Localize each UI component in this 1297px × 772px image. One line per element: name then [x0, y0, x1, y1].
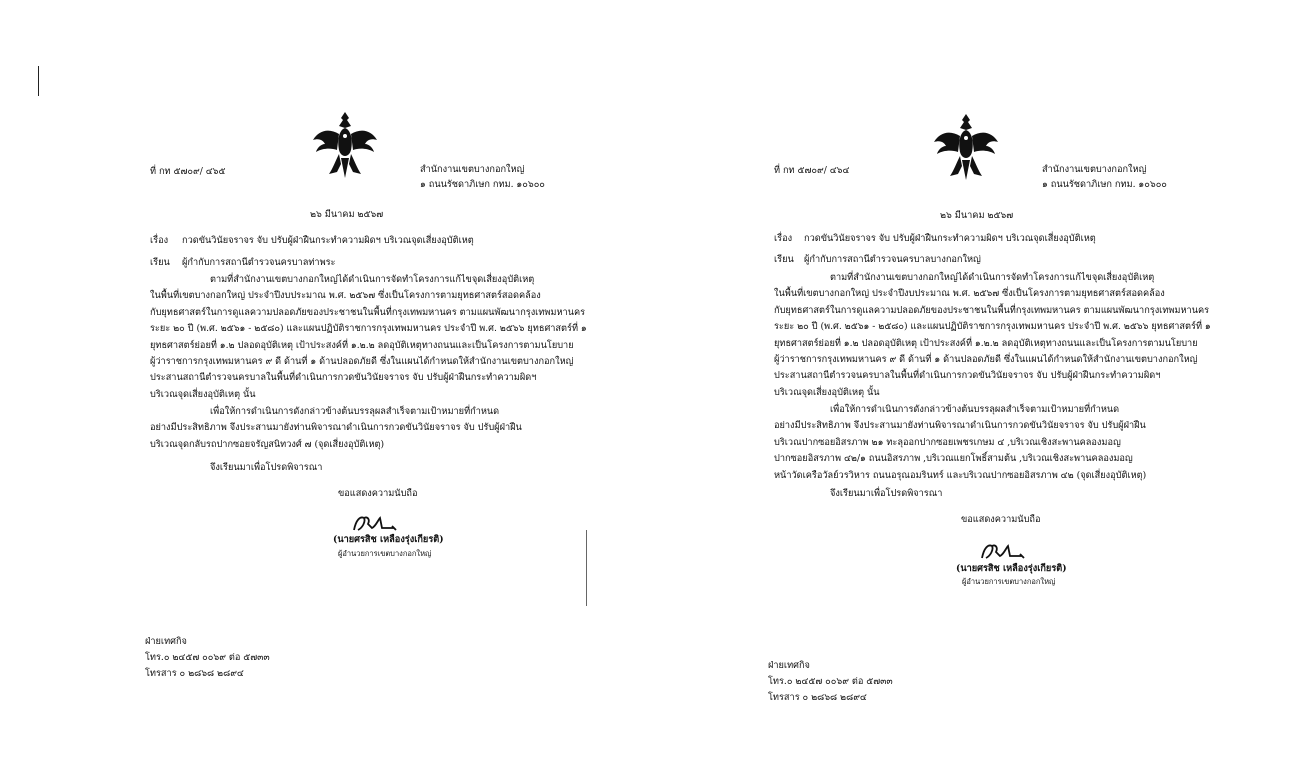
subject-label: เรื่อง: [774, 233, 793, 244]
fax: โทรสาร ๐ ๒๘๖๘ ๒๘๙๔: [145, 668, 244, 679]
signer-title: ผู้อำนวยการเขตบางกอกใหญ่: [962, 577, 1056, 586]
office-address: ๑ ถนนรัชดาภิเษก กทม. ๑๐๖๐๐: [1042, 179, 1167, 190]
body-line: ยุทธศาสตร์ย่อยที่ ๑.๒ ปลอดอุบัติเหตุ เป้าประสงค์ที่ ๑.๒.๒ ลดอุบัติเหตุทางถนนและเป็นโครงการตามนโยบาย: [774, 337, 1198, 349]
body-line: ประสานสถานีตำรวจนครบาลในพื้นที่ดำเนินการกวดขันวินัยจราจร จับ ปรับผู้ฝ่าฝืนกระทำความผิดฯ: [774, 370, 1161, 382]
letter-date: ๒๖ มีนาคม ๒๕๖๗: [310, 209, 384, 220]
body-line: บริเวณจุดเสี่ยงอุบัติเหตุ นั้น: [774, 386, 880, 398]
body-line: ยุทธศาสตร์ย่อยที่ ๑.๒ ปลอดอุบัติเหตุ เป้าประสงค์ที่ ๑.๒.๒ ลดอุบัติเหตุทางถนนและเป็นโครงการตามนโยบาย: [150, 339, 574, 351]
closing-request: จึงเรียนมาเพื่อโปรดพิจารณา: [210, 462, 323, 473]
body-line: ประสานสถานีตำรวจนครบาลในพื้นที่ดำเนินการกวดขันวินัยจราจร จับ ปรับผู้ฝ่าฝืนกระทำความผิดฯ: [150, 372, 537, 384]
body-line: อย่างมีประสิทธิภาพ จึงประสานมายังท่านพิจารณาดำเนินการกวดขันวินัยจราจร จับ ปรับผู้ฝ่าฝืน: [150, 422, 522, 434]
office-name: สำนักงานเขตบางกอกใหญ่: [420, 164, 525, 175]
body-line: บริเวณจุดกลับรถปากซอยจรัญสนิทวงศ์ ๗ (จุดเสี่ยงอุบัติเหตุ): [150, 438, 385, 450]
signer-title: ผู้อำนวยการเขตบางกอกใหญ่: [338, 549, 432, 558]
subject-label: เรื่อง: [150, 235, 169, 246]
body-paragraph-2: [774, 402, 1166, 484]
body-paragraph-2: [150, 404, 540, 453]
office-address: ๑ ถนนรัชดาภิเษก กทม. ๑๐๖๐๐: [420, 179, 545, 190]
closing: ขอแสดงความนับถือ: [961, 514, 1041, 525]
body-line: ในพื้นที่เขตบางกอกใหญ่ ประจำปีงบประมาณ พ.ศ. ๒๕๖๗ ซึ่งเป็นโครงการตามยุทธศาสตร์สอดคล้อง: [774, 288, 1165, 300]
closing: ขอแสดงความนับถือ: [338, 488, 418, 499]
recipient-label: เรียน: [774, 254, 794, 265]
body-line: ตามที่สำนักงานเขตบางกอกใหญ่ได้ดำเนินการจัดทำโครงการแก้ไขจุดเสี่ยงอุบัติเหตุ: [210, 274, 535, 285]
body-line: ปากซอยอิสรภาพ ๔๒/๑ ถนนอิสรภาพ ,บริเวณแยกโพธิ์สามต้น ,บริเวณเชิงสะพานคลองมอญ: [774, 453, 1133, 465]
body-paragraph-1: [150, 272, 587, 403]
department: ฝ่ายเทศกิจ: [145, 636, 187, 647]
body-line: บริเวณจุดเสี่ยงอุบัติเหตุ นั้น: [150, 388, 256, 400]
body-line: ระยะ ๒๐ ปี (พ.ศ. ๒๕๖๑ - ๒๕๘๐) และแผนปฏิบัติราชการกรุงเทพมหานคร ประจำปี พ.ศ. ๒๕๖๖ ยุทธศาสตร์ที่ ๑: [150, 323, 587, 335]
body-line: กับยุทธศาสตร์ในการดูแลความปลอดภัยของประชาชนในพื้นที่กรุงเทพมหานคร ตามแผนพัฒนากรุงเทพมหานคร: [774, 304, 1210, 316]
letter-date: ๒๖ มีนาคม ๒๕๖๗: [940, 210, 1014, 221]
signer-name: (นายศรสิช เหลืองรุ่งเกียรติ): [956, 563, 1067, 574]
subject-text: กวดขันวินัยจราจร จับ ปรับผู้ฝ่าฝืนกระทำความผิดฯ บริเวณจุดเสี่ยงอุบัติเหตุ: [182, 235, 474, 246]
body-line: ผู้ว่าราชการกรุงเทพมหานคร ๙ ดี ด้านที่ ๑ ด้านปลอดภัยดี ซึ่งในแผนได้กำหนดให้สำนักงานเขตบางกอกใหญ่: [150, 356, 574, 368]
subject-text: กวดขันวินัยจราจร จับ ปรับผู้ฝ่าฝืนกระทำความผิดฯ บริเวณจุดเสี่ยงอุบัติเหตุ: [804, 233, 1096, 244]
letter-right: [640, 0, 1297, 772]
fax: โทรสาร ๐ ๒๘๖๘ ๒๘๙๔: [768, 692, 867, 703]
recipient-text: ผู้กำกับการสถานีตำรวจนครบาลบางกอกใหญ่: [804, 254, 981, 265]
body-line: เพื่อให้การดำเนินการดังกล่าวข้างต้นบรรลุผลสำเร็จตามเป้าหมายที่กำหนด: [830, 404, 1120, 415]
body-line: อย่างมีประสิทธิภาพ จึงประสานมายังท่านพิจารณาดำเนินการกวดขันวินัยจราจร จับ ปรับผู้ฝ่าฝืน: [774, 420, 1146, 432]
body-line: ระยะ ๒๐ ปี (พ.ศ. ๒๕๖๑ - ๒๕๘๐) และแผนปฏิบัติราชการกรุงเทพมหานคร ประจำปี พ.ศ. ๒๕๖๖ ยุทธศาสตร์ที่ ๑: [774, 321, 1211, 333]
phone: โทร.๐ ๒๔๕๗ ๐๐๖๙ ต่อ ๕๗๓๓: [145, 652, 270, 663]
letter-left: [0, 0, 640, 772]
recipient-label: เรียน: [150, 257, 170, 268]
body-line: ผู้ว่าราชการกรุงเทพมหานคร ๙ ดี ด้านที่ ๑ ด้านปลอดภัยดี ซึ่งในแผนได้กำหนดให้สำนักงานเขตบางกอกใหญ่: [774, 354, 1198, 366]
doc-number: ที่ กท ๕๗๐๙/ ๔๖๕: [150, 166, 226, 177]
body-line: เพื่อให้การดำเนินการดังกล่าวข้างต้นบรรลุผลสำเร็จตามเป้าหมายที่กำหนด: [210, 406, 500, 417]
body-line: กับยุทธศาสตร์ในการดูแลความปลอดภัยของประชาชนในพื้นที่กรุงเทพมหานคร ตามแผนพัฒนากรุงเทพมหานคร: [150, 306, 586, 318]
office-name: สำนักงานเขตบางกอกใหญ่: [1042, 164, 1147, 175]
signer-name: (นายศรสิช เหลืองรุ่งเกียรติ): [333, 534, 444, 545]
body-line: บริเวณปากซอยอิสรภาพ ๒๑ ทะลุออกปากซอยเพชรเกษม ๔ ,บริเวณเชิงสะพานคลองมอญ: [774, 436, 1121, 448]
body-line: ในพื้นที่เขตบางกอกใหญ่ ประจำปีงบประมาณ พ.ศ. ๒๕๖๗ ซึ่งเป็นโครงการตามยุทธศาสตร์สอดคล้อง: [150, 290, 541, 302]
closing-request: จึงเรียนมาเพื่อโปรดพิจารณา: [830, 488, 943, 499]
body-line: หน้าวัดเครือวัลย์วรวิหาร ถนนอรุณอมรินทร์ และบริเวณปากซอยอิสรภาพ ๔๒ (จุดเสี่ยงอุบัติเหตุ): [774, 469, 1147, 481]
body-paragraph-1: [774, 270, 1211, 401]
garuda-emblem-icon: [311, 106, 379, 180]
department: ฝ่ายเทศกิจ: [768, 660, 810, 671]
garuda-emblem-icon: [932, 108, 1000, 182]
scan-edge-line: [586, 530, 587, 606]
doc-number: ที่ กท ๕๗๐๙/ ๔๖๔: [774, 165, 850, 176]
recipient-text: ผู้กำกับการสถานีตำรวจนครบาลท่าพระ: [182, 257, 336, 268]
signature-icon: [350, 512, 398, 534]
phone: โทร.๐ ๒๔๕๗ ๐๐๖๙ ต่อ ๕๗๓๓: [768, 676, 893, 687]
signature-icon: [978, 540, 1026, 562]
body-line: ตามที่สำนักงานเขตบางกอกใหญ่ได้ดำเนินการจัดทำโครงการแก้ไขจุดเสี่ยงอุบัติเหตุ: [830, 272, 1155, 283]
